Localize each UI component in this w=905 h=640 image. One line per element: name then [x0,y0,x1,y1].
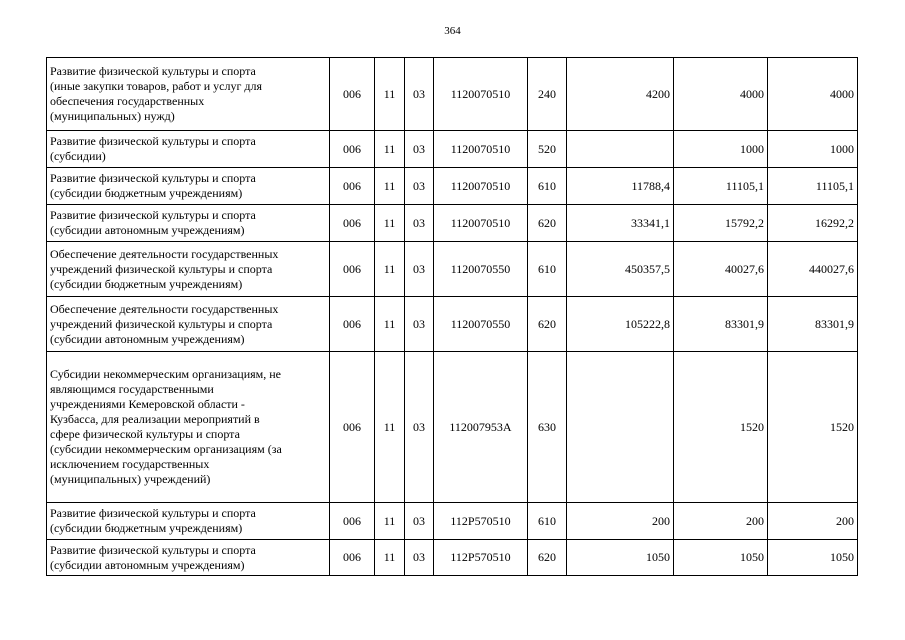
cell-expense-type: 610 [528,242,567,297]
cell-sum-3: 11105,1 [768,168,858,205]
cell-sum-1 [567,352,674,503]
cell-sum-2: 4000 [674,58,768,131]
cell-subsection: 03 [405,540,434,576]
cell-subsection: 03 [405,205,434,242]
cell-subsection: 03 [405,168,434,205]
table-row [47,242,858,297]
cell-target: 112007953А [434,352,528,503]
cell-sum-1: 450357,5 [567,242,674,297]
cell-sum-1: 4200 [567,58,674,131]
cell-name: Обеспечение деятельности государственных учреждений физической культуры и спорта (субсидии бюджетным учреждениям) [47,242,330,297]
cell-ministry: 006 [330,503,375,540]
table-row [47,540,858,576]
cell-section: 11 [375,242,405,297]
cell-expense-type: 630 [528,352,567,503]
cell-section: 11 [375,540,405,576]
page-number: 364 [444,25,461,37]
cell-subsection: 03 [405,242,434,297]
cell-target: 1120070510 [434,168,528,205]
table-row [47,352,858,503]
cell-subsection: 03 [405,352,434,503]
cell-ministry: 006 [330,168,375,205]
cell-ministry: 006 [330,352,375,503]
cell-subsection: 03 [405,297,434,352]
cell-expense-type: 620 [528,540,567,576]
budget-table [46,57,858,576]
cell-name: Развитие физической культуры и спорта (субсидии) [47,131,330,168]
cell-sum-3: 200 [768,503,858,540]
cell-section: 11 [375,352,405,503]
cell-sum-3: 16292,2 [768,205,858,242]
cell-ministry: 006 [330,131,375,168]
cell-expense-type: 610 [528,168,567,205]
cell-sum-1: 200 [567,503,674,540]
table-row [47,205,858,242]
cell-sum-2: 200 [674,503,768,540]
cell-expense-type: 240 [528,58,567,131]
cell-subsection: 03 [405,131,434,168]
table-row [47,297,858,352]
table-row [47,131,858,168]
cell-sum-2: 40027,6 [674,242,768,297]
cell-ministry: 006 [330,242,375,297]
cell-target: 112P570510 [434,503,528,540]
cell-sum-1: 105222,8 [567,297,674,352]
cell-name: Субсидии некоммерческим организациям, не являющимся государственными учреждениями Кемеровской области - Кузбасса, для реализации мероприятий в сфере физической культуры и спорта (субсидии некоммерческим организациям (за исключением государственных (муниципальных) учреждений) [47,352,330,503]
cell-section: 11 [375,58,405,131]
cell-section: 11 [375,205,405,242]
cell-subsection: 03 [405,503,434,540]
table-row [47,168,858,205]
cell-section: 11 [375,168,405,205]
cell-sum-2: 1000 [674,131,768,168]
table-row [47,58,858,131]
cell-sum-2: 11105,1 [674,168,768,205]
cell-sum-1: 11788,4 [567,168,674,205]
cell-expense-type: 620 [528,297,567,352]
cell-sum-3: 1520 [768,352,858,503]
cell-target: 1120070510 [434,131,528,168]
cell-target: 112P570510 [434,540,528,576]
cell-target: 1120070550 [434,242,528,297]
cell-name: Обеспечение деятельности государственных учреждений физической культуры и спорта (субсидии автономным учреждениям) [47,297,330,352]
cell-expense-type: 610 [528,503,567,540]
cell-ministry: 006 [330,205,375,242]
cell-sum-1: 33341,1 [567,205,674,242]
cell-sum-3: 83301,9 [768,297,858,352]
cell-sum-3: 1050 [768,540,858,576]
cell-sum-3: 440027,6 [768,242,858,297]
cell-sum-2: 15792,2 [674,205,768,242]
table-body [47,58,858,576]
cell-expense-type: 620 [528,205,567,242]
cell-sum-3: 1000 [768,131,858,168]
cell-section: 11 [375,297,405,352]
cell-subsection: 03 [405,58,434,131]
cell-name: Развитие физической культуры и спорта (субсидии бюджетным учреждениям) [47,503,330,540]
cell-sum-1: 1050 [567,540,674,576]
cell-section: 11 [375,503,405,540]
cell-name: Развитие физической культуры и спорта (иные закупки товаров, работ и услуг для обеспечения государственных (муниципальных) нужд) [47,58,330,131]
cell-sum-2: 1520 [674,352,768,503]
cell-section: 11 [375,131,405,168]
cell-ministry: 006 [330,58,375,131]
cell-sum-2: 83301,9 [674,297,768,352]
cell-sum-3: 4000 [768,58,858,131]
cell-target: 1120070550 [434,297,528,352]
cell-name: Развитие физической культуры и спорта (субсидии автономным учреждениям) [47,205,330,242]
cell-ministry: 006 [330,540,375,576]
cell-expense-type: 520 [528,131,567,168]
cell-name: Развитие физической культуры и спорта (субсидии бюджетным учреждениям) [47,168,330,205]
cell-sum-1 [567,131,674,168]
cell-target: 1120070510 [434,58,528,131]
cell-target: 1120070510 [434,205,528,242]
cell-name: Развитие физической культуры и спорта (субсидии автономным учреждениям) [47,540,330,576]
cell-sum-2: 1050 [674,540,768,576]
table-row [47,503,858,540]
cell-ministry: 006 [330,297,375,352]
